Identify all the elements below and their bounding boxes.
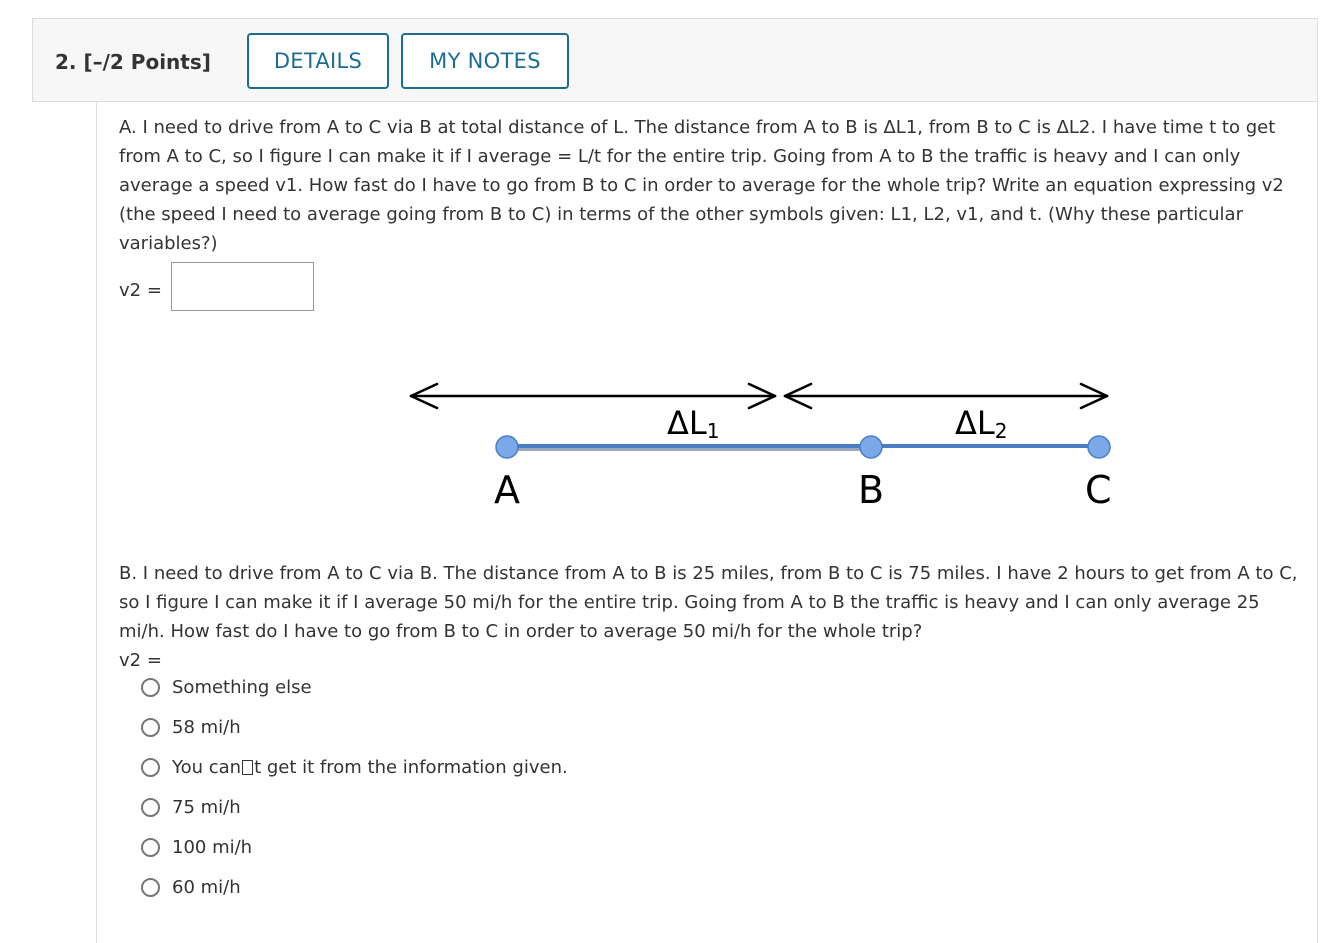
part-b-answer-label: v2 = — [119, 650, 162, 671]
point-b-marker — [860, 436, 882, 458]
option-label: 75 mi/h — [172, 796, 241, 818]
option-label: 100 mi/h — [172, 836, 253, 858]
segment2-label: ΔL2 — [955, 404, 1008, 443]
my-notes-button[interactable]: MY NOTES — [401, 33, 569, 89]
point-a-label: A — [494, 468, 520, 512]
option-something-else[interactable] — [141, 674, 312, 700]
option-58[interactable] — [141, 714, 241, 740]
option-label: Something else — [172, 676, 312, 698]
option-label: You can t get it from the information given. — [172, 756, 568, 778]
radio-button[interactable] — [141, 758, 160, 777]
option-label: 58 mi/h — [172, 716, 241, 738]
question-content — [96, 102, 1318, 943]
point-c-marker — [1088, 436, 1110, 458]
radio-button[interactable] — [141, 838, 160, 857]
distance-diagram — [367, 370, 1112, 520]
question-number: 2. [–/2 Points] — [55, 50, 211, 74]
option-60[interactable] — [141, 874, 241, 900]
missing-glyph-box — [242, 760, 253, 775]
radio-button[interactable] — [141, 798, 160, 817]
question-header — [32, 18, 1318, 102]
option-75[interactable] — [141, 794, 241, 820]
point-b-label: B — [858, 468, 885, 512]
arrow-delta-l1 — [411, 384, 775, 408]
option-label: 60 mi/h — [172, 876, 241, 898]
part-a-text: A. I need to drive from A to C via B at total distance of L. The distance from A to B is ΔL1, from B to C is ΔL2. I have time t to get from A to C, so I figure I can make it if I average = L/t for the entire trip. Going from A to B the traffic is heavy and I can only average a speed v1. How fast do I have to go from B to C in order to average for the whole trip? Write an equation expressing v2 (the speed I need to average going from B to C) in terms of the other symbols given: L1, L2, v1, and t. (Why these particular variables?) — [119, 117, 1284, 254]
arrow-delta-l2 — [785, 384, 1107, 408]
point-c-label: C — [1085, 468, 1112, 512]
radio-button[interactable] — [141, 718, 160, 737]
radio-button[interactable] — [141, 678, 160, 697]
option-100[interactable] — [141, 834, 252, 860]
part-b-text: B. I need to drive from A to C via B. The distance from A to B is 25 miles, from B to C is 75 miles. I have 2 hours to get from A to C, so I figure I can make it if I average 50 mi/h for the entire trip. Going from A to B the traffic is heavy and I can only average 25 mi/h. How fast do I have to go from B to C in order to average 50 mi/h for the whole trip? — [119, 563, 1298, 642]
details-button[interactable]: DETAILS — [247, 33, 389, 89]
option-cannot-get[interactable] — [141, 754, 568, 780]
point-a-marker — [496, 436, 518, 458]
radio-button[interactable] — [141, 878, 160, 897]
v2-answer-input[interactable] — [171, 262, 314, 311]
part-a-answer-label: v2 = — [119, 280, 162, 301]
segment1-label: ΔL1 — [667, 404, 720, 443]
